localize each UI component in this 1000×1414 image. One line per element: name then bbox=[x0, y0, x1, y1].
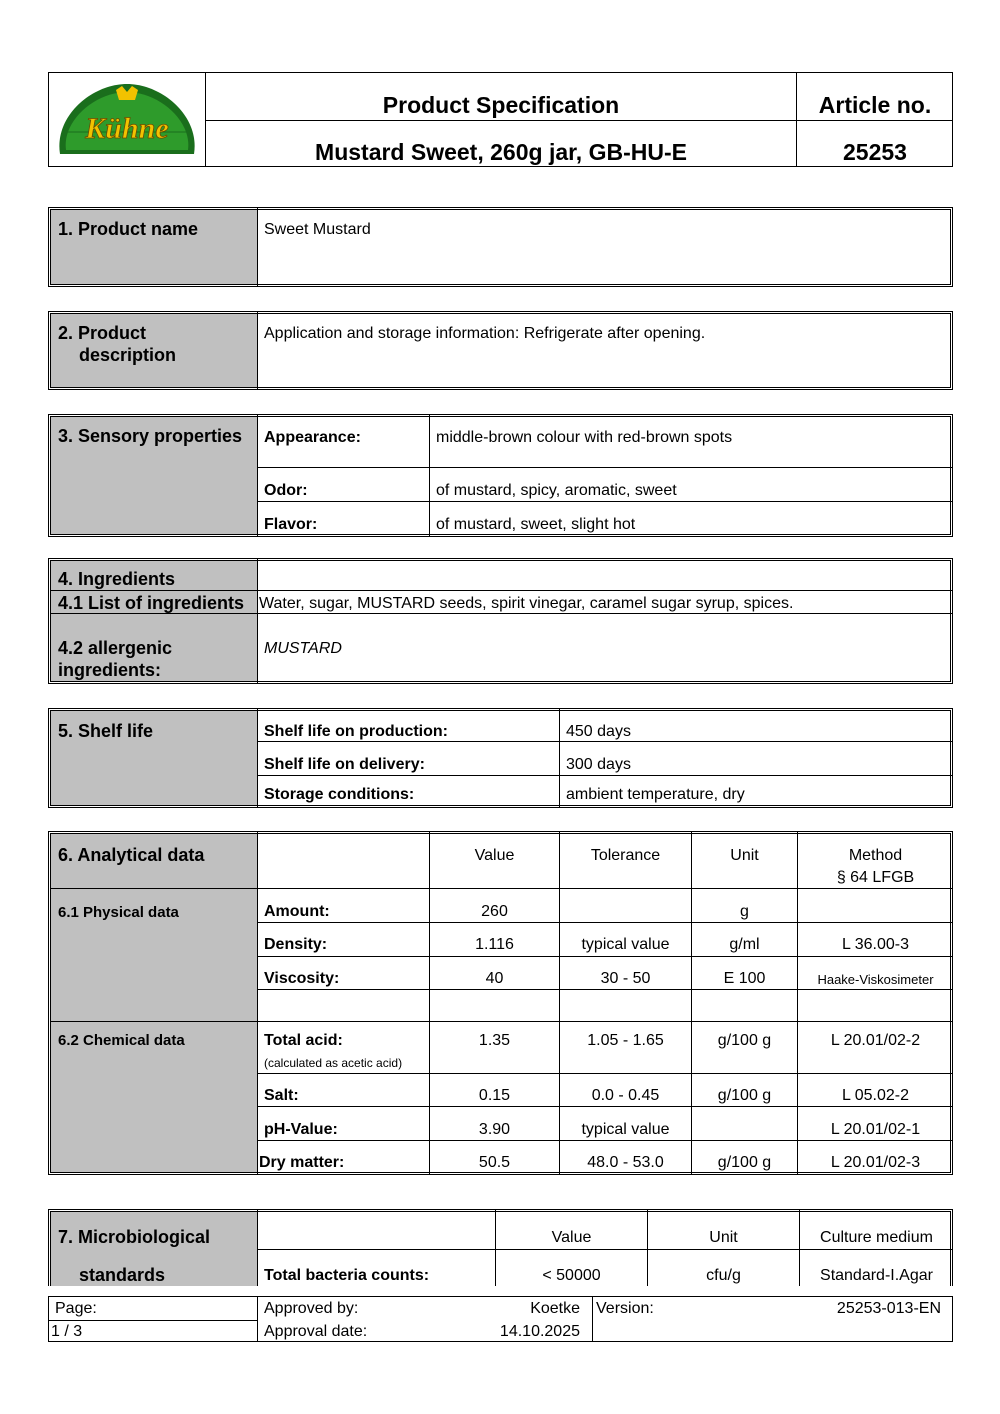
analysis-name: Density: bbox=[264, 936, 328, 953]
sensory-value: of mustard, sweet, slight hot bbox=[436, 516, 636, 533]
description-label-1: 2. Product bbox=[58, 323, 147, 343]
approval-date-label: Approval date: bbox=[264, 1323, 368, 1340]
ingredients-label: 4. Ingredients bbox=[58, 569, 176, 589]
analysis-unit: E 100 bbox=[723, 970, 766, 987]
analysis-name: Salt: bbox=[264, 1087, 299, 1104]
micro-unit: cfu/g bbox=[706, 1267, 741, 1284]
page-label: Page: bbox=[55, 1300, 97, 1317]
allergen-label-1: 4.2 allergenic bbox=[58, 638, 173, 658]
analysis-tolerance: 48.0 - 53.0 bbox=[587, 1154, 664, 1171]
product-name-label: 1. Product name bbox=[58, 219, 199, 239]
col-method-header: Method bbox=[848, 847, 903, 864]
analysis-unit: g bbox=[740, 903, 749, 920]
article-number: 25253 bbox=[843, 139, 907, 165]
analysis-name: Total acid: bbox=[264, 1032, 343, 1049]
micro-col-unit: Unit bbox=[709, 1229, 738, 1246]
analysis-method: L 05.02-2 bbox=[841, 1087, 909, 1104]
analytical-label: 6. Analytical data bbox=[58, 845, 205, 865]
product-name-value: Sweet Mustard bbox=[264, 221, 371, 238]
sensory-key: Appearance: bbox=[264, 429, 361, 446]
doc-subtitle: Mustard Sweet, 260g jar, GB-HU-E bbox=[315, 139, 687, 165]
description-value: Application and storage information: Refrigerate after opening. bbox=[264, 325, 706, 342]
analysis-unit: g/ml bbox=[729, 936, 760, 953]
analysis-tolerance: typical value bbox=[581, 1121, 670, 1138]
col-tolerance-header: Tolerance bbox=[590, 847, 661, 864]
analysis-method: L 36.00-3 bbox=[841, 936, 909, 953]
micro-col-value: Value bbox=[551, 1229, 592, 1246]
micro-value: < 50000 bbox=[542, 1267, 601, 1284]
micro-name: Total bacteria counts: bbox=[264, 1267, 430, 1284]
analysis-unit: g/100 g bbox=[717, 1154, 772, 1171]
ingredients-list-value: Water, sugar, MUSTARD seeds, spirit vinegar, caramel sugar syrup, spices. bbox=[259, 595, 794, 612]
approved-value: Koetke bbox=[530, 1300, 580, 1317]
analysis-value: 1.116 bbox=[475, 936, 514, 953]
doc-title: Product Specification bbox=[382, 92, 620, 118]
analysis-name: Amount: bbox=[264, 903, 330, 920]
physical-data-label: 6.1 Physical data bbox=[58, 904, 179, 921]
analysis-value: 260 bbox=[481, 903, 508, 920]
analysis-value: 50.5 bbox=[478, 1154, 511, 1171]
approved-label: Approved by: bbox=[264, 1300, 359, 1317]
analysis-method: L 20.01/02-3 bbox=[830, 1154, 921, 1171]
micro-col-medium: Culture medium bbox=[820, 1229, 933, 1246]
analysis-tolerance: 30 - 50 bbox=[600, 970, 651, 987]
analysis-name: pH-Value: bbox=[264, 1121, 338, 1138]
shelf-key: Storage conditions: bbox=[264, 786, 415, 803]
shelf-value: ambient temperature, dry bbox=[566, 786, 745, 803]
analysis-unit: g/100 g bbox=[717, 1087, 772, 1104]
analysis-tolerance: 0.0 - 0.45 bbox=[591, 1087, 660, 1104]
analysis-note: (calculated as acetic acid) bbox=[264, 1056, 403, 1070]
chemical-data-label: 6.2 Chemical data bbox=[58, 1032, 185, 1049]
analysis-value: 40 bbox=[485, 970, 504, 987]
allergen-value: MUSTARD bbox=[264, 640, 342, 657]
shelf-value: 300 days bbox=[566, 756, 631, 773]
shelf-key: Shelf life on production: bbox=[264, 723, 448, 740]
kuhne-logo bbox=[52, 76, 202, 164]
page-value: 1 / 3 bbox=[51, 1323, 83, 1340]
analysis-tolerance: typical value bbox=[581, 936, 670, 953]
micro-label-2: standards bbox=[79, 1265, 166, 1285]
analysis-tolerance: 1.05 - 1.65 bbox=[587, 1032, 664, 1049]
col-value-header: Value bbox=[474, 847, 515, 864]
sensory-value: of mustard, spicy, aromatic, sweet bbox=[436, 482, 677, 499]
description-label-2: description bbox=[79, 345, 177, 365]
article-label: Article no. bbox=[818, 92, 932, 118]
approval-date-value: 14.10.2025 bbox=[499, 1323, 580, 1340]
analysis-value: 0.15 bbox=[478, 1087, 511, 1104]
micro-label-1: 7. Microbiological bbox=[58, 1227, 211, 1247]
allergen-label-2: ingredients: bbox=[58, 660, 162, 680]
ingredients-list-label: 4.1 List of ingredients bbox=[58, 593, 245, 613]
analysis-method: Haake-Viskosimeter bbox=[817, 972, 934, 987]
analysis-unit: g/100 g bbox=[717, 1032, 772, 1049]
analysis-method: L 20.01/02-2 bbox=[830, 1032, 921, 1049]
analysis-method: L 20.01/02-1 bbox=[830, 1121, 921, 1138]
sensory-label: 3. Sensory properties bbox=[58, 426, 243, 446]
col-unit-header: Unit bbox=[730, 847, 759, 864]
analysis-name: Dry matter: bbox=[259, 1154, 345, 1171]
shelf-key: Shelf life on delivery: bbox=[264, 756, 425, 773]
version-value: 25253-013-EN bbox=[836, 1300, 941, 1317]
micro-medium: Standard-I.Agar bbox=[820, 1267, 933, 1284]
logo-text: Kühne bbox=[85, 112, 169, 145]
col-method-header-2: § 64 LFGB bbox=[836, 869, 915, 886]
sensory-key: Odor: bbox=[264, 482, 308, 499]
analysis-name: Viscosity: bbox=[264, 970, 340, 987]
sensory-value: middle-brown colour with red-brown spots bbox=[436, 429, 733, 446]
shelf-value: 450 days bbox=[566, 723, 631, 740]
analysis-value: 3.90 bbox=[478, 1121, 511, 1138]
analysis-value: 1.35 bbox=[478, 1032, 511, 1049]
shelf-life-label: 5. Shelf life bbox=[58, 721, 154, 741]
sensory-key: Flavor: bbox=[264, 516, 318, 533]
version-label: Version: bbox=[596, 1300, 654, 1317]
